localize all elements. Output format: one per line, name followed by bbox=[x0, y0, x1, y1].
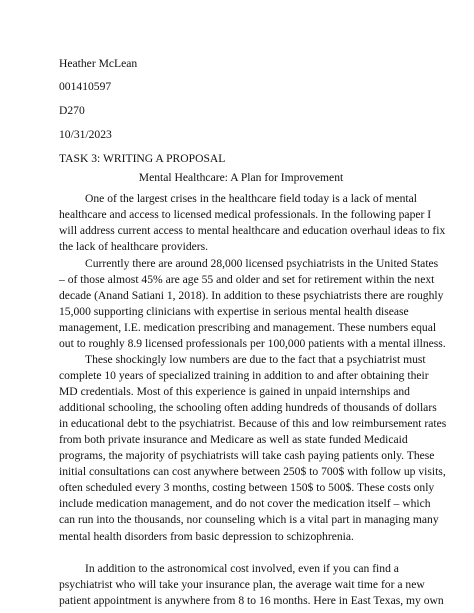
course-code: D270 bbox=[59, 104, 85, 117]
paragraph-line: management, I.E. medication prescribing and management. These numbers equal bbox=[59, 321, 437, 335]
paragraph-line: will address current access to mental healthcare and education overhaul ideas to fix bbox=[59, 224, 446, 238]
task-heading: TASK 3: WRITING A PROPOSAL bbox=[59, 152, 226, 165]
paragraph-3 bbox=[59, 352, 446, 545]
paragraph-line: out to roughly 8.9 licensed professionals per 100,000 patients with a mental illness. bbox=[59, 337, 446, 351]
paragraph-line: healthcare and access to licensed medical professionals. In the following paper I bbox=[59, 208, 432, 222]
author-name: Heather McLean bbox=[59, 57, 138, 70]
paragraph-line: patient appointment is anywhere from 8 to 16 months. Here in East Texas, my own bbox=[59, 594, 444, 608]
paragraph-line: programs, the majority of psychiatrists will take cash paying patients only. These bbox=[59, 449, 435, 463]
paragraph-line: can run into the thousands, nor counseling which is a vital part in managing many bbox=[59, 513, 439, 527]
paragraph-line: complete 10 years of specialized training in addition to and after obtaining their bbox=[59, 369, 429, 383]
paragraph-line: psychiatrist who will take your insurance plan, the average wait time for a new bbox=[59, 578, 425, 592]
paragraph-1 bbox=[59, 191, 445, 255]
paragraph-line: mental health disorders from basic depression to schizophrenia. bbox=[59, 529, 354, 543]
paragraph-line: decade (Anand Satiani 1, 2018). In addition to these psychiatrists there are roughly bbox=[59, 289, 444, 303]
document-title: Mental Healthcare: A Plan for Improvement bbox=[138, 171, 344, 184]
document-date: 10/31/2023 bbox=[59, 128, 112, 141]
paragraph-2 bbox=[59, 256, 446, 352]
paragraph-line: MD credentials. Most of this experience is gained in unpaid internships and bbox=[59, 385, 410, 399]
paragraph-4 bbox=[59, 561, 444, 609]
paragraph-line: from both private insurance and Medicare as well as state funded Medicaid bbox=[59, 433, 408, 447]
paragraph-line: These shockingly low numbers are due to the fact that a psychiatrist must bbox=[85, 353, 426, 366]
paragraph-line: the lack of healthcare providers. bbox=[59, 240, 209, 254]
paragraph-line: Currently there are around 28,000 licensed psychiatrists in the United States bbox=[85, 257, 439, 270]
student-id: 001410597 bbox=[59, 80, 112, 93]
paragraph-line: in educational debt to the psychiatrist. Because of this and low reimbursement rates bbox=[59, 417, 447, 431]
paragraph-line: 15,000 supporting clinicians with expertise in serious mental health disease bbox=[59, 305, 409, 319]
paragraph-line: often scheduled every 3 months, costing between 150$ to 500$. These costs only bbox=[59, 481, 435, 495]
paragraph-line: additional schooling, the schooling often adding hundreds of thousands of dollars bbox=[59, 401, 437, 415]
paragraph-line: In addition to the astronomical cost involved, even if you can find a bbox=[85, 562, 399, 575]
paragraph-line: One of the largest crises in the healthcare field today is a lack of mental bbox=[85, 192, 418, 205]
paragraph-line: – of those almost 45% are age 55 and older and set for retirement within the next bbox=[59, 273, 435, 287]
paragraph-line: include medication management, and do not cover the medication itself – which bbox=[59, 497, 431, 511]
paragraph-line: initial consultations can cost anywhere between 250$ to 700$ with follow up visits, bbox=[59, 465, 446, 479]
